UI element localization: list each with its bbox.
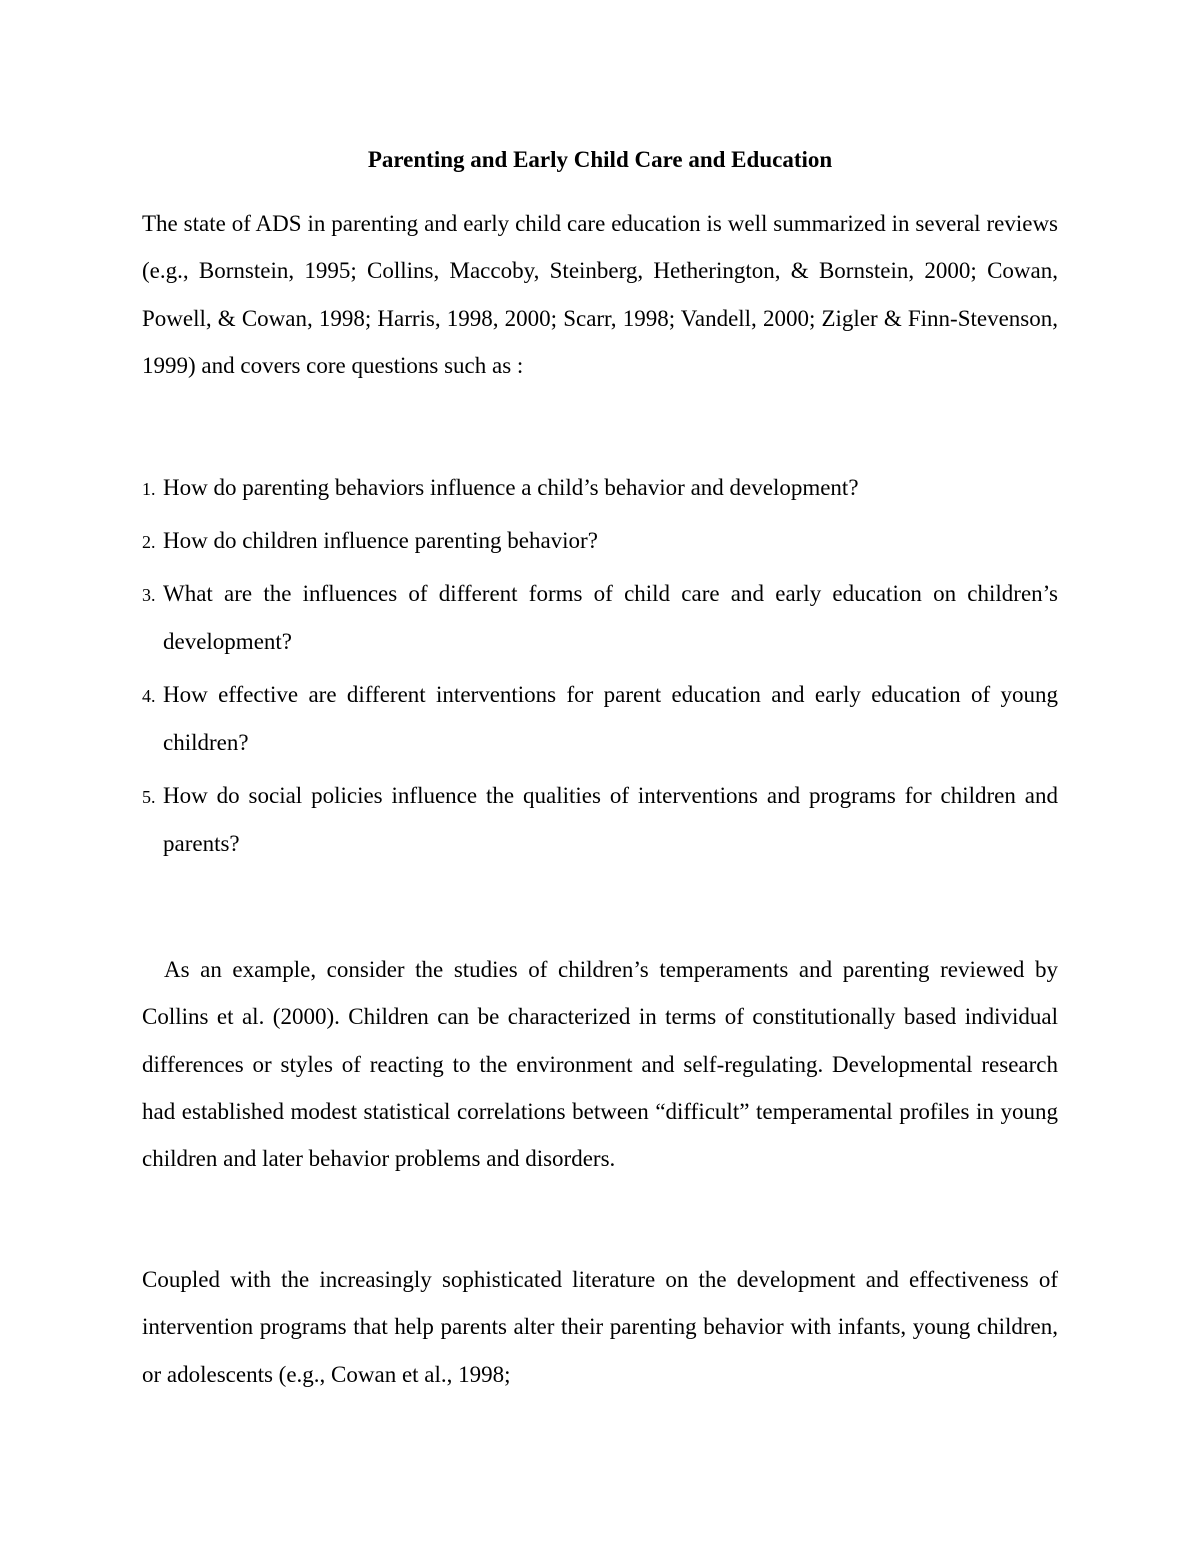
core-questions-list: [142, 464, 1058, 873]
list-item: [142, 772, 1058, 868]
list-item-text: How do children influence parenting behavior?: [163, 528, 598, 553]
list-item: [142, 517, 1058, 565]
list-item-text: What are the influences of different forms of child care and early education on children’s development?: [163, 581, 1058, 654]
list-item-text: How do parenting behaviors influence a child’s behavior and development?: [163, 475, 859, 500]
list-item: [142, 570, 1058, 666]
intro-paragraph: The state of ADS in parenting and early child care education is well summarized in several reviews (e.g., Bornstein, 1995; Collins, Maccoby, Steinberg, Hetherington, & Bornstein, 2000; Cowan, Powell, & Cowan, 1998; Harris, 1998, 2000; Scarr, 1998; Vandell, 2000; Zigler & Finn-Stevenson, 1999) and covers core questions such as :: [142, 211, 1058, 378]
list-item-number: 3.: [142, 585, 156, 605]
list-item-text: How do social policies influence the qualities of interventions and programs for children and parents?: [163, 783, 1058, 856]
list-item-number: 1.: [142, 479, 156, 499]
list-item: [142, 464, 1058, 512]
list-item-number: 4.: [142, 686, 156, 706]
coupled-paragraph: Coupled with the increasingly sophisticated literature on the development and effectiveness of intervention programs that help parents alter their parenting behavior with infants, young children, or adolescents (e.g., Cowan et al., 1998;: [142, 1267, 1058, 1387]
list-item: [142, 671, 1058, 767]
document-title: Parenting and Early Child Care and Education: [367, 147, 833, 172]
example-paragraph: As an example, consider the studies of children’s temperaments and parenting reviewed by Collins et al. (2000). Children can be characterized in terms of constitutionally based individual differences or styles of reacting to the environment and self-regulating. Developmental research had established modest statistical correlations between “difficult” temperamental profiles in young children and later behavior problems and disorders.: [142, 957, 1058, 1172]
list-item-number: 2.: [142, 532, 156, 552]
list-item-text: How effective are different interventions for parent education and early education of young children?: [163, 682, 1058, 755]
list-item-number: 5.: [142, 787, 156, 807]
